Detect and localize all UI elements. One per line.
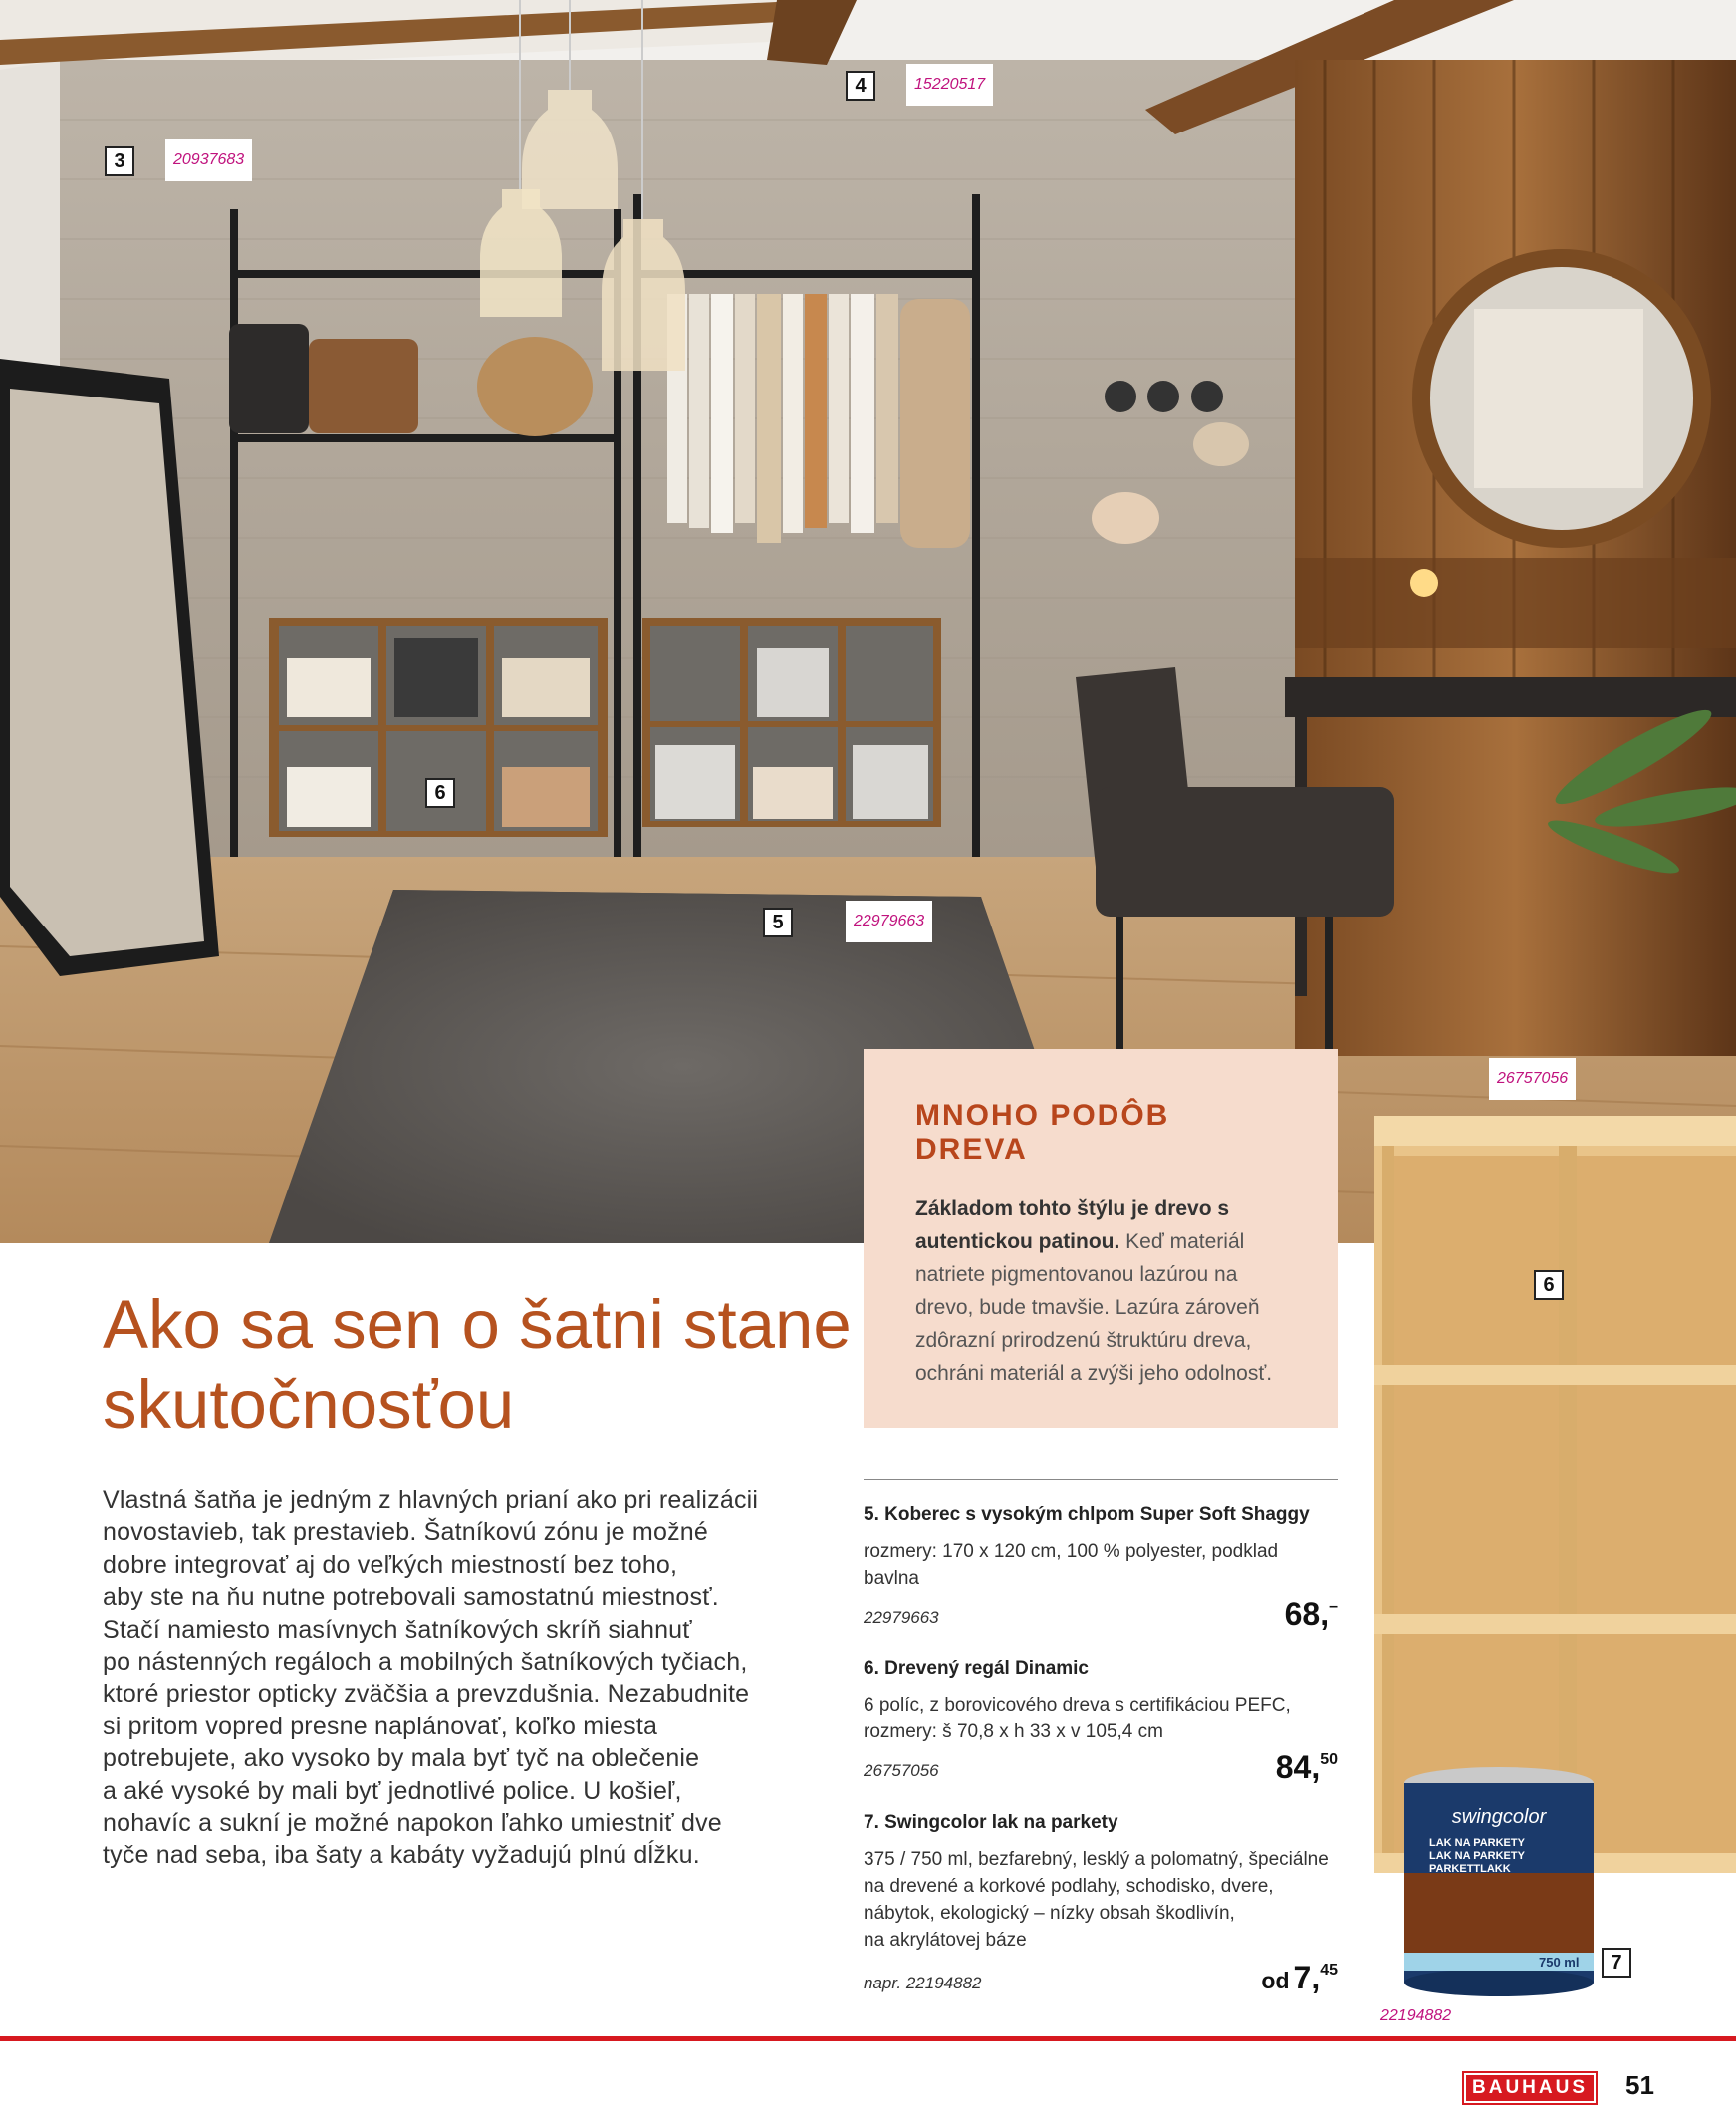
body-line: si pritom vopred presne naplánovať, koľko miesta [103,1712,658,1740]
body-line: po nástenných regáloch a mobilných šatníkových tyčiach, [103,1648,748,1677]
product-6-price-main: 84, [1275,1749,1321,1785]
bauhaus-logo: BAUHAUS [1466,2075,1594,2101]
product-6-title: 6. Drevený regál Dinamic [864,1658,1089,1679]
marker-3-number: 3 [105,146,134,176]
info-box-title: MNOHO PODÔB DREVA [915,1099,1170,1166]
info-box [864,1049,1338,1428]
body-paragraph [103,1484,820,1872]
info-box-text [915,1192,1288,1390]
headline-line-1: Ako sa sen o šatni stane [103,1286,852,1363]
body-line: dobre integrovať aj do veľkých miestností bez toho, [103,1550,678,1579]
product-5-price-main: 68, [1284,1596,1330,1632]
product-6-description [864,1692,1338,1745]
can-code: 22194882 [1372,1995,1459,2037]
product-list-divider [864,1479,1338,1480]
can-volume: 750 ml [1539,1955,1580,1970]
body-line: Stačí namiesto masívnych šatníkových skríň siahnuť [103,1615,692,1644]
can-brand: swingcolor [1451,1806,1547,1828]
page-number: 51 [1625,2070,1654,2100]
product-5 [864,1502,1338,1642]
product-7-desc-line: nábytok, ekologický – nízky obsah škodlivín, [864,1903,1235,1924]
product-7-desc-line: na akrylátovej báze [864,1930,1027,1951]
product-6-desc-line: 6 políc, z borovicového dreva s certifikáciou PEFC, [864,1695,1291,1716]
body-line: novostavieb, tak prestavieb. Šatníkovú zónu je možné [103,1518,708,1547]
body-line: Vlastná šatňa je jedným z hlavných prianí ako pri realizácii [103,1486,759,1514]
marker-5-code: 22979663 [846,901,932,942]
product-5-price [1285,1596,1338,1633]
product-5-code: 22979663 [864,1608,939,1627]
product-5-price-sup: – [1329,1598,1338,1615]
body-line: aby ste na ňu nutne potrebovali samostatnú miestnosť. [103,1583,719,1612]
product-5-desc-line: bavlna [864,1568,919,1589]
product-7-price-sup: 45 [1320,1962,1338,1979]
product-7-price-prefix: od [1261,1968,1290,1993]
product-7-price [1261,1960,1338,1996]
can-label-2: LAK NA PARKETY [1429,1850,1525,1862]
body-line: nohavíc a sukní je možné napokon ľahko umiestniť dve [103,1809,722,1838]
product-6 [864,1656,1338,1795]
can-label-1: LAK NA PARKETY [1429,1837,1525,1849]
product-7-code: napr. 22194882 [864,1974,982,1992]
product-6-price-sup: 50 [1320,1751,1338,1768]
page-headline [103,1285,860,1445]
product-7-price-main: 7, [1293,1960,1321,1995]
product-6-code: 26757056 [864,1761,939,1780]
info-box-text-bold: Základom tohto štýlu je drevo s autentickou patinou. [915,1197,1230,1253]
marker-3-code: 20937683 [165,139,252,181]
can-label-3: PARKETTLAKK [1429,1863,1511,1875]
product-7-desc-line: 375 / 750 ml, bezfarebný, lesklý a polomatný, špeciálne [864,1849,1329,1870]
product-5-title: 5. Koberec s vysokým chlpom Super Soft Shaggy [864,1504,1310,1525]
body-line: tyče nad seba, iba šaty a kabáty vyžadujú plnú dĺžku. [103,1841,700,1870]
lacquer-can-illustration [1399,1763,1599,2002]
product-7-desc-line: na drevené a korkové podlahy, schodisko, dvere, [864,1876,1274,1897]
product-7-description [864,1846,1338,1954]
shelf-number: 6 [1534,1270,1564,1300]
shelf-code: 26757056 [1489,1058,1576,1100]
product-7 [864,1810,1338,2009]
body-line: ktoré priestor opticky zväčšia a prevzdušnia. Nezabudnite [103,1680,750,1709]
wooden-shelf-illustration [1374,1116,1736,1873]
marker-5-number: 5 [763,908,793,937]
body-line: a aké vysoké by mali byť jednotlivé police. U košieľ, [103,1776,682,1805]
product-5-desc-line: rozmery: 170 x 120 cm, 100 % polyester, podklad [864,1541,1279,1562]
product-5-description [864,1538,1338,1592]
body-line: potrebujete, ako vysoko by mala byť tyč na oblečenie [103,1744,700,1773]
info-box-text-rest: Keď materiál natriete pigmentovanou lazúrou na drevo, bude tmavšie. Lazúra zároveň zdôrazní prirodzenú štruktúru dreva, ochráni materiál a zvýši jeho odolnosť. [915,1230,1273,1385]
can-number: 7 [1602,1948,1631,1978]
marker-4-code: 15220517 [906,64,993,106]
product-6-desc-line: rozmery: š 70,8 x h 33 x v 105,4 cm [864,1721,1163,1742]
marker-6-number: 6 [425,778,455,808]
headline-line-2: skutočnosťou [103,1366,515,1443]
footer-rule [0,2036,1736,2041]
marker-4-number: 4 [846,71,875,101]
product-7-title: 7. Swingcolor lak na parkety [864,1812,1118,1833]
product-6-price [1276,1749,1338,1786]
